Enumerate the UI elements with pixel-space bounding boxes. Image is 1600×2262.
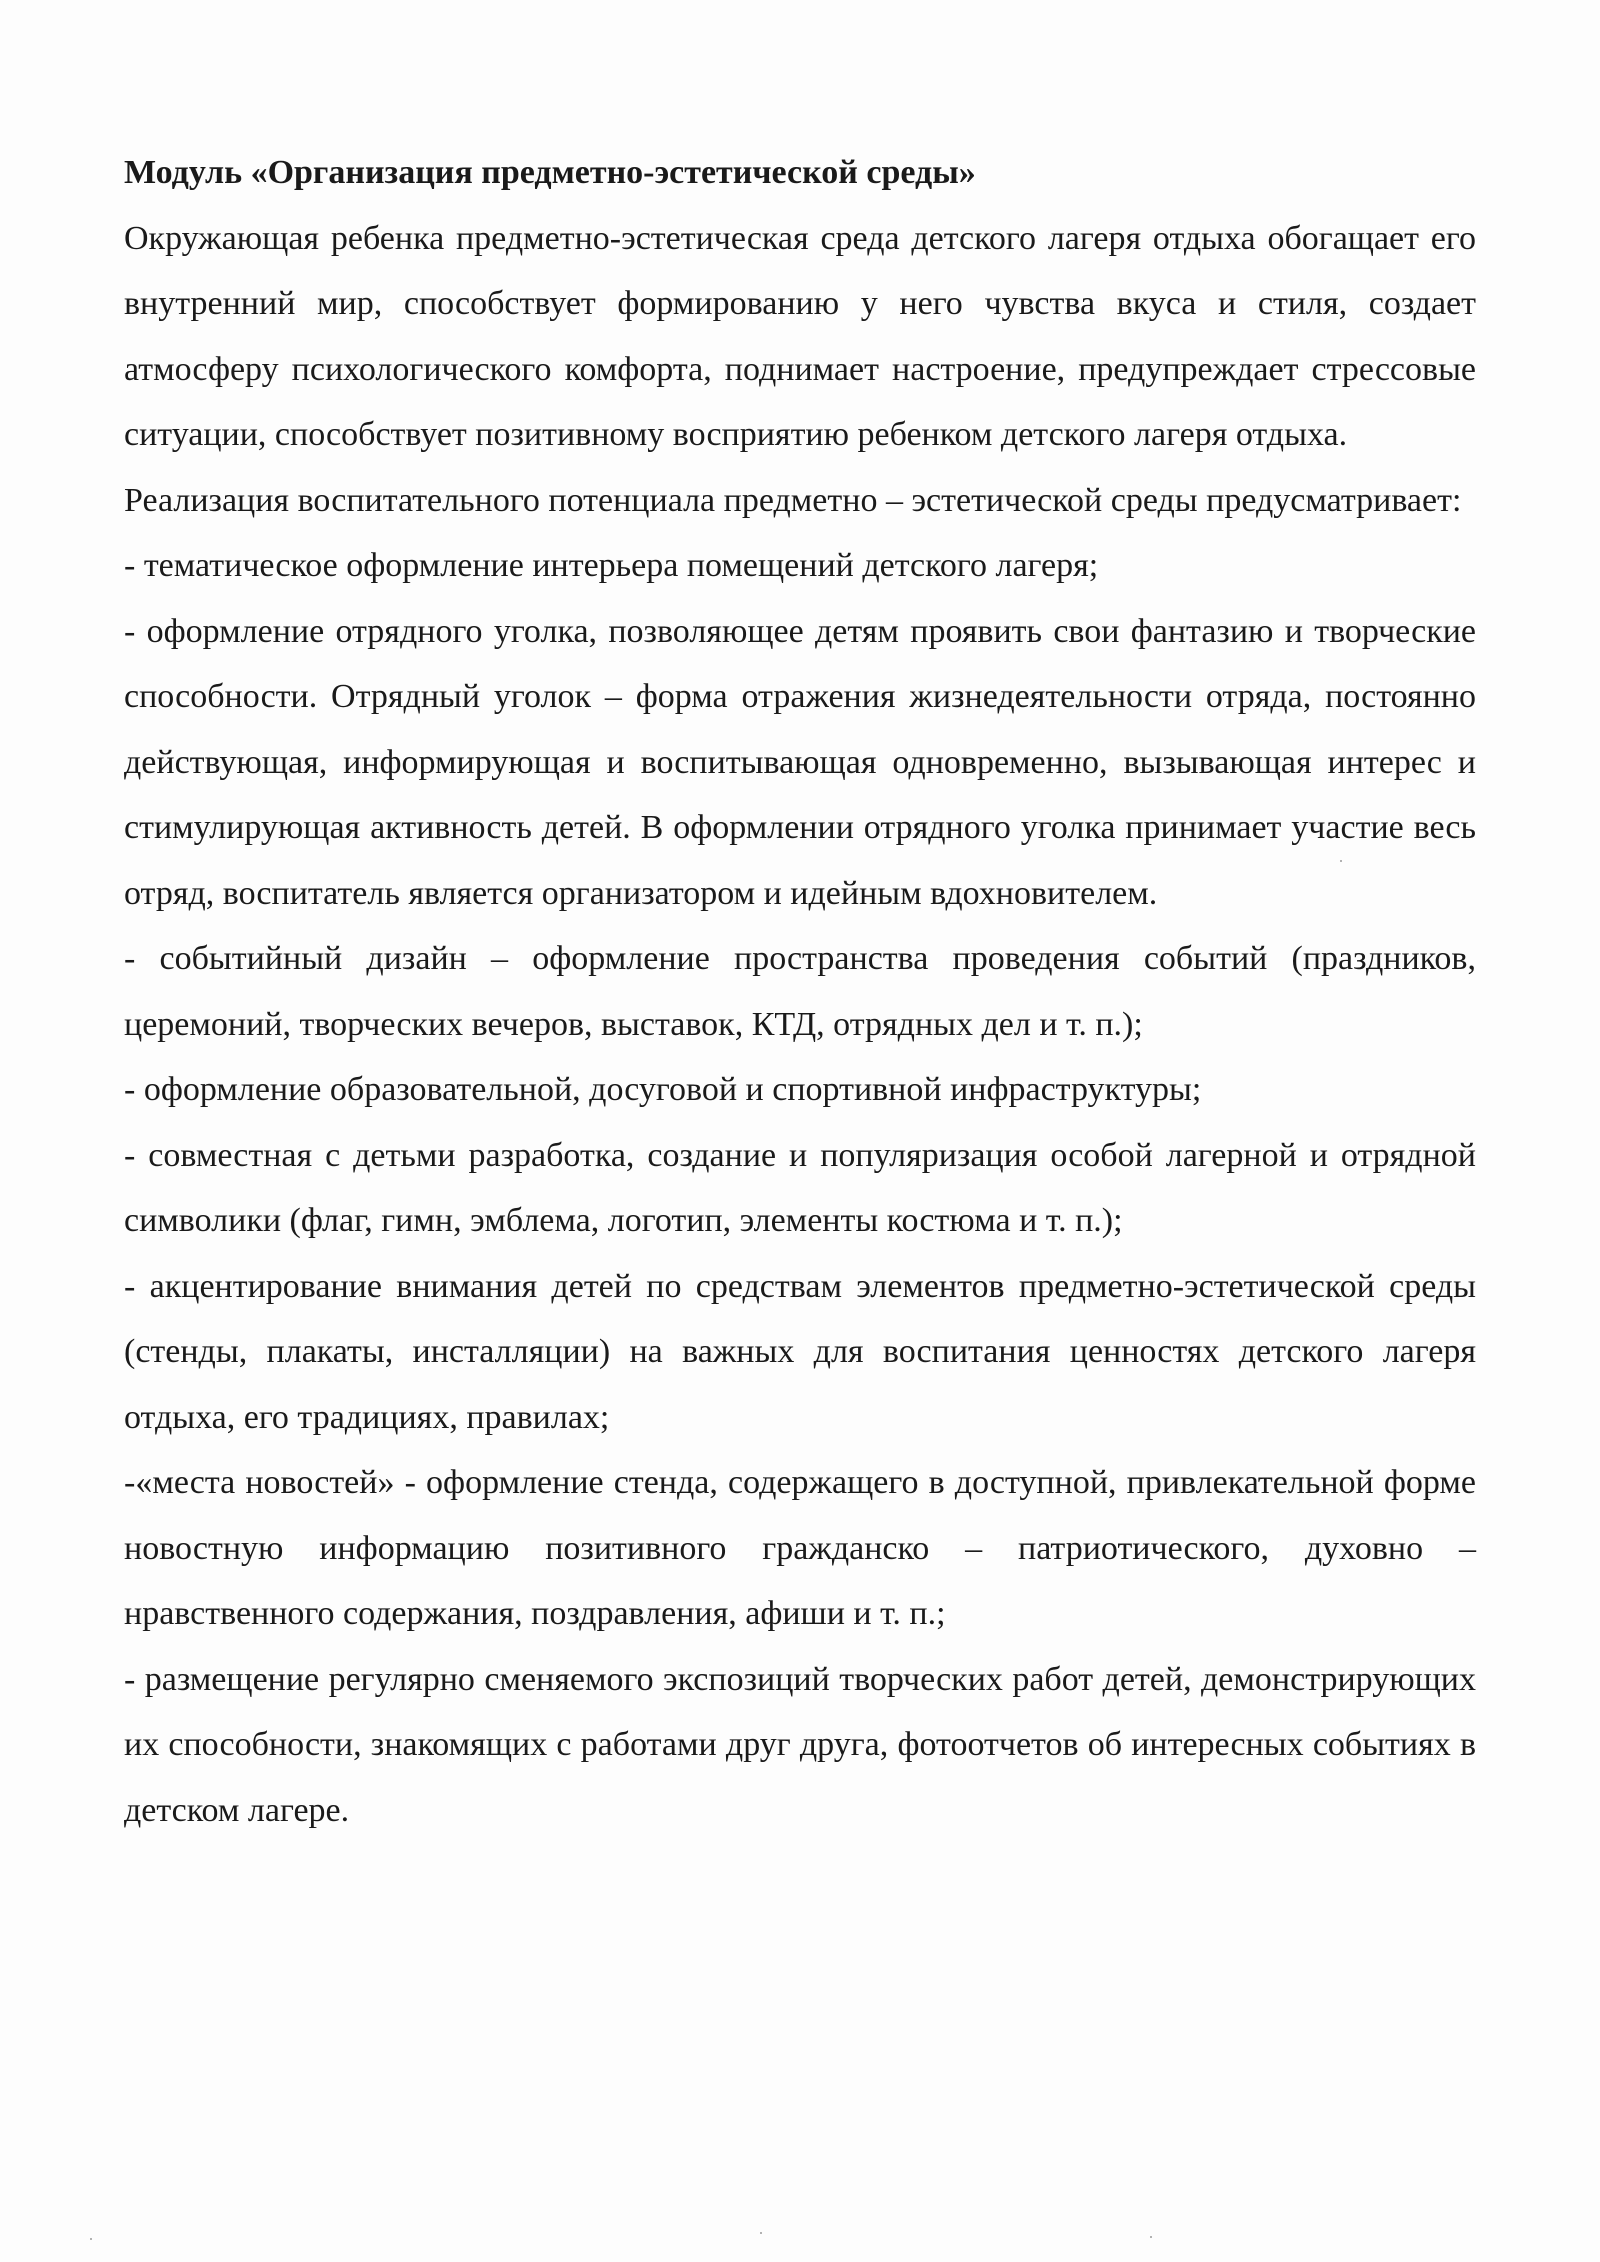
list-item-infrastructure: - оформление образовательной, досуговой и спортивной инфраструктуры;	[124, 1071, 1202, 1108]
list-item-squad-corner: - оформление отрядного уголка, позволяющее детям проявить свои фантазию и творческие способности. Отрядный уголок – форма отражения жизнедеятельности отряда, постоянно действующая, информирующая и воспитывающая одновременно, вызывающая интерес и стимулирующая активность детей. В оформлении отрядного уголка принимает участие весь отряд, воспитатель является организатором и идейным вдохновителем.	[124, 612, 1476, 912]
list-item-symbols: - совместная с детьми разработка, создание и популяризация особой лагерной и отрядной символики (флаг, гимн, эмблема, логотип, элементы костюма и т. п.);	[124, 1136, 1476, 1239]
list-item-exhibitions: - размещение регулярно сменяемого экспозиций творческих работ детей, демонстрирующих их способности, знакомящих с работами друг друга, фотоотчетов об интересных событиях в детском лагере.	[124, 1660, 1476, 1829]
list-item-interior: - тематическое оформление интерьера помещений детского лагеря;	[124, 547, 1099, 584]
paragraph-intro: Окружающая ребенка предметно-эстетическая среда детского лагеря отдыха обогащает его внутренний мир, способствует формированию у него чувства вкуса и стиля, создает атмосферу психологического комфорта, поднимает настроение, предупреждает стрессовые ситуации, способствует позитивному восприятию ребенком детского лагеря отдыха.	[124, 219, 1476, 453]
module-title: Модуль «Организация предметно-эстетической среды»	[124, 154, 976, 191]
scan-speck	[1150, 2236, 1152, 2238]
paragraph-implementation: Реализация воспитательного потенциала предметно – эстетической среды предусматривает:	[124, 481, 1462, 519]
list-item-news-stand: -«места новостей» - оформление стенда, содержащего в доступной, привлекательной форме новостную информацию позитивного гражданско – патриотического, духовно – нравственного содержания, поздравления, афиши и т. п.;	[124, 1464, 1476, 1632]
list-item-attention: - акцентирование внимания детей по средствам элементов предметно-эстетической среды (стенды, плакаты, инсталляции) на важных для воспитания ценностях детского лагеря отдыха, его традициях, правилах;	[124, 1267, 1476, 1436]
scan-speck	[1340, 860, 1342, 862]
document-body	[124, 140, 1476, 1843]
scan-speck	[760, 2232, 762, 2234]
list-item-event-design: - событийный дизайн – оформление пространства проведения событий (праздников, церемоний, творческих вечеров, выставок, КТД, отрядных дел и т. п.);	[124, 940, 1476, 1043]
scan-speck	[90, 2238, 92, 2240]
